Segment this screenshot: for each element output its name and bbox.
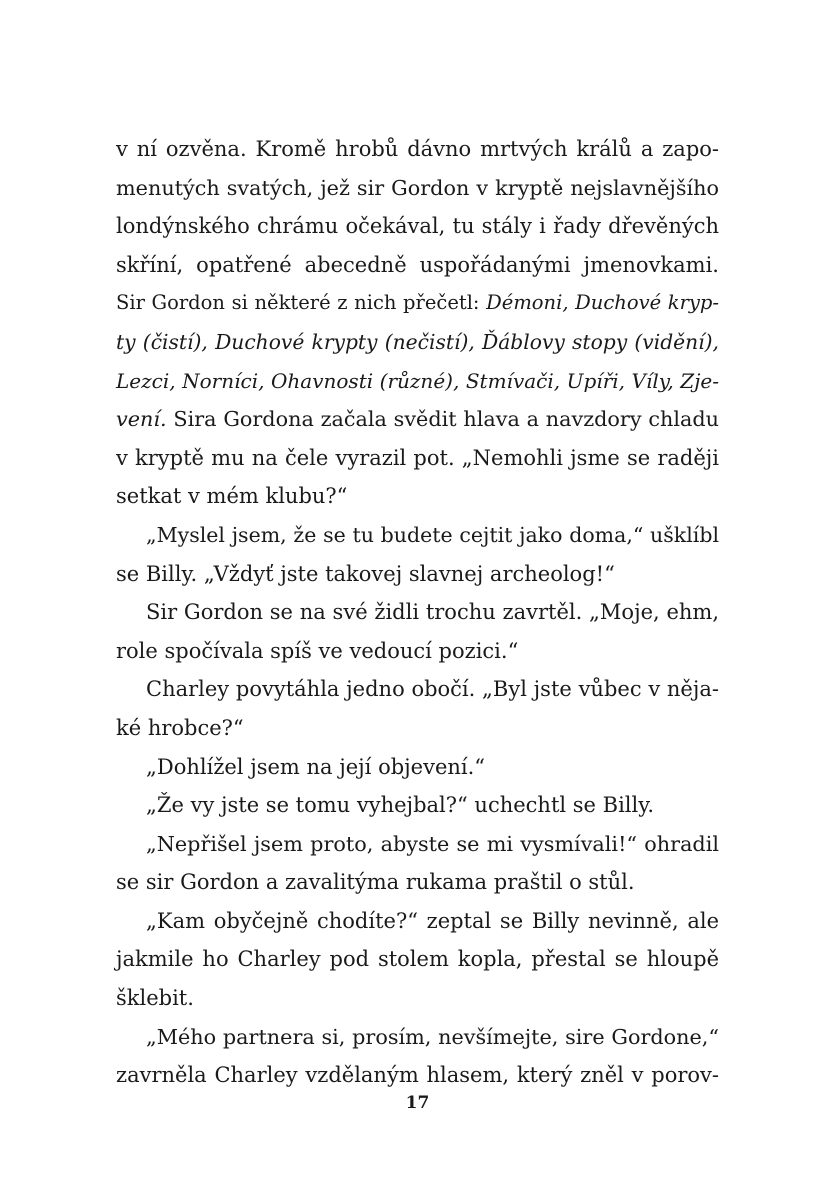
text-segment: „Kam obyčejně chodíte?“ zeptal se Billy nevinně, ale [146,908,719,933]
text-line [116,1018,719,1057]
body-text [116,130,719,1095]
text-line [116,709,719,748]
text-segment: setkat v mém klubu?“ [116,484,348,509]
text-line [116,593,719,632]
text-segment: Sir Gordon si některé z nich přečetl: [116,291,487,315]
text-segment: Charley povytáhla jedno obočí. „Byl jste vůbec v něja- [146,677,719,702]
italic-text: Démoni, Duchové kryp- [486,291,719,315]
text-segment: „Nepřišel jsem proto, abyste se mi vysmívali!“ ohradil [146,831,719,856]
text-line [116,284,719,323]
text-line [116,979,719,1018]
text-line [116,362,719,401]
text-segment: v ní ozvěna. Kromě hrobů dávno mrtvých králů a zapo- [116,137,719,161]
text-line [116,207,719,246]
text-line [116,632,719,671]
text-line [116,825,719,864]
text-line [116,748,719,787]
text-segment: „Dohlížel jsem na její objevení.“ [146,754,486,779]
text-line [116,477,719,516]
text-segment: skříní, opatřené abecedně uspořádanými jmenovkami. [116,252,719,277]
text-line [116,786,719,825]
text-segment: Sir Gordon se na své židli trochu zavrtěl. „Moje, ehm, [146,600,719,625]
text-line [116,169,719,208]
page-number: 17 [405,1093,430,1113]
italic-text: ty (čistí), Duchové krypty (nečistí), Ďáblovy stopy (vidění), [116,329,719,354]
text-segment: londýnského chrámu očekával, tu stály i řady dřevěných [116,214,719,239]
text-segment: „Že vy jste se tomu vyhejbal?“ uchechtl se Billy. [146,793,654,818]
text-segment: „Myslel jsem, že se tu budete cejtit jako doma,“ ušklíbl [146,522,719,547]
text-segment: role spočívala spíš ve vedoucí pozici.“ [116,638,519,663]
text-segment: ké hrobce?“ [116,715,244,740]
italic-text: Lezci, Norníci, Ohavnosti (různé), Stmívači, Upíři, Víly, Zje- [116,368,719,393]
text-segment: se sir Gordon a zavalitýma rukama praštil o stůl. [116,870,635,895]
text-segment: se Billy. „Vždyť jste takovej slavnej archeolog!“ [116,561,615,586]
text-segment: menutých svatých, jež sir Gordon v kryptě nejslavnějšího [116,175,719,200]
text-line [116,940,719,979]
text-line [116,902,719,941]
text-line [116,516,719,555]
text-segment: Sira Gordona začala svědit hlava a navzdory chladu [166,407,719,432]
text-line [116,670,719,709]
italic-text: vení. [116,407,167,432]
text-segment: v kryptě mu na čele vyrazil pot. „Nemohli jsme se raději [116,445,719,470]
text-segment: „Mého partnera si, prosím, nevšímejte, sire Gordone,“ [146,1024,719,1049]
text-line [116,400,719,439]
text-line [116,1056,719,1095]
text-line [116,863,719,902]
text-segment: jakmile ho Charley pod stolem kopla, přestal se hloupě [116,947,719,972]
text-line [116,246,719,285]
text-line [116,555,719,594]
text-segment: šklebit. [116,986,194,1011]
text-line [116,130,719,169]
text-segment: zavrněla Charley vzdělaným hlasem, který zněl v porov- [116,1063,719,1088]
text-line [116,323,719,362]
text-line [116,439,719,478]
